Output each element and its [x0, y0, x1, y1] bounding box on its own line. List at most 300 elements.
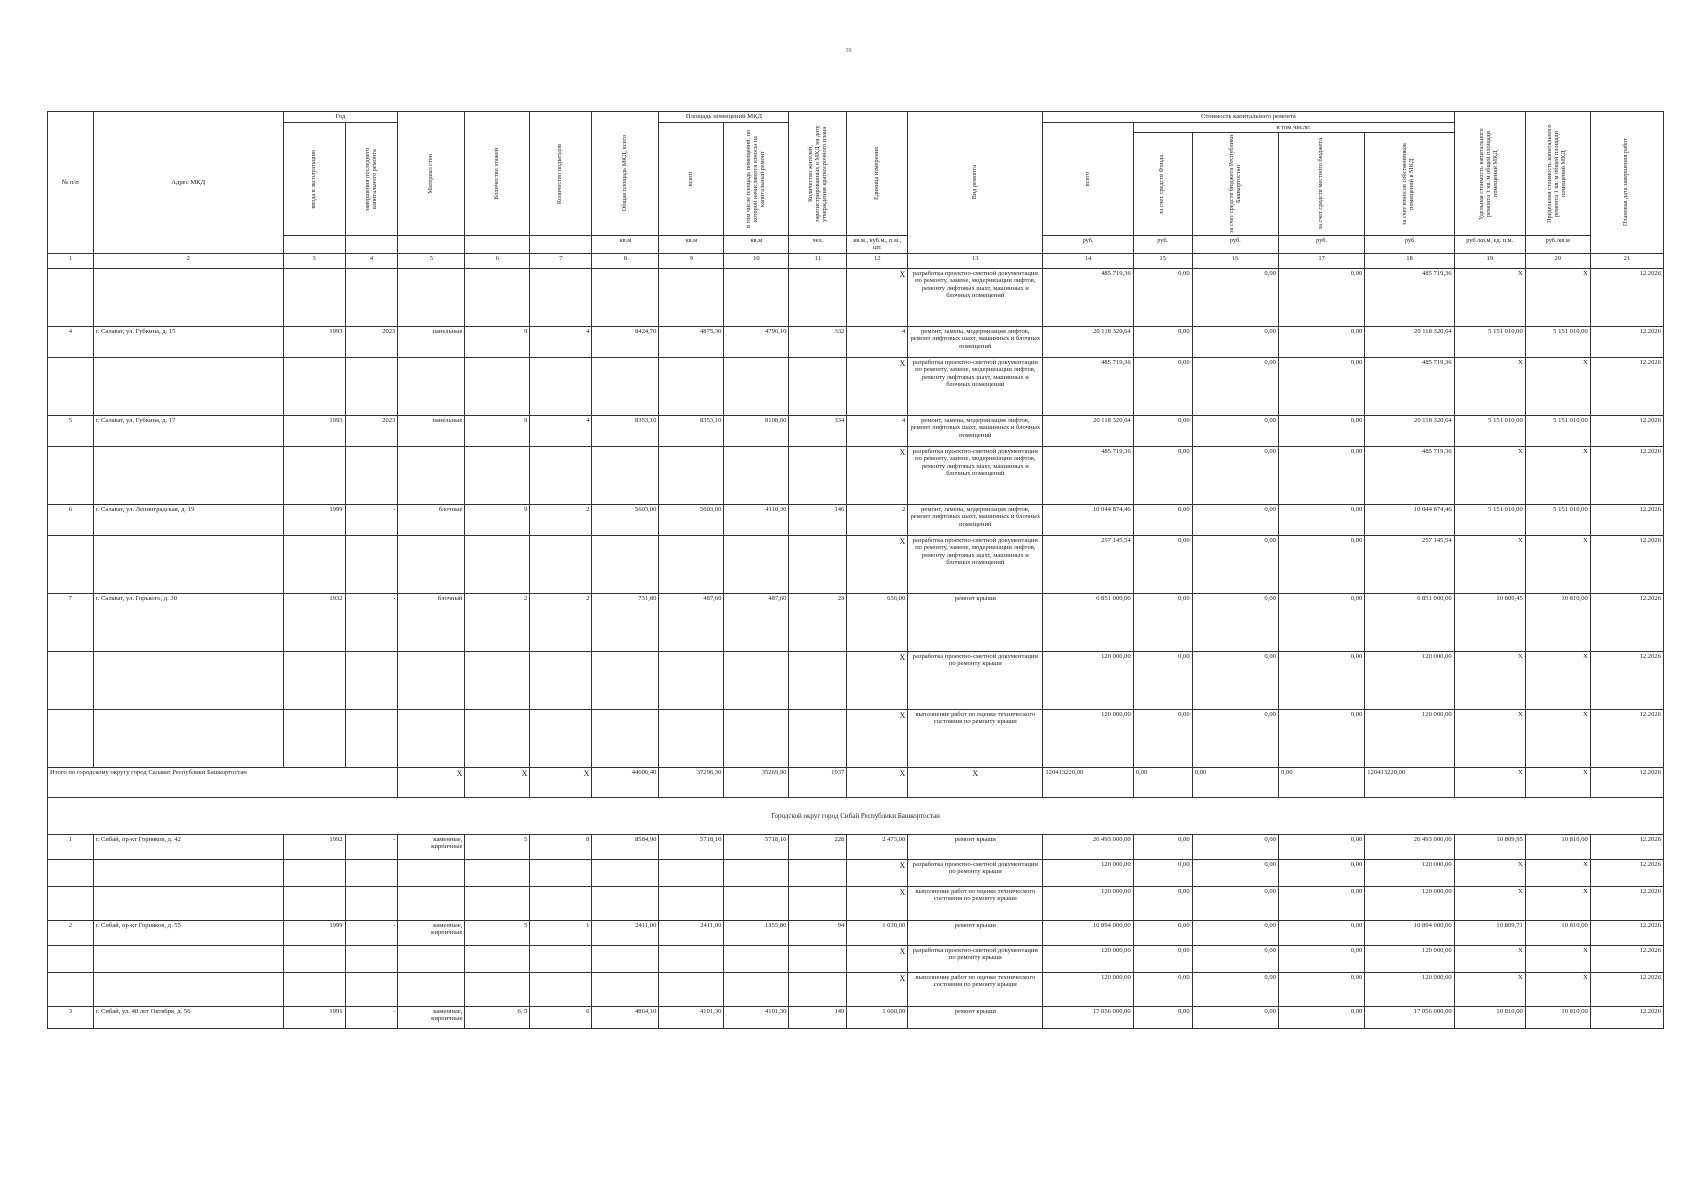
cost-total: 6 851 000,00: [1043, 593, 1133, 651]
cost-fund: 0,00: [1133, 651, 1192, 709]
header-wall-material: Материал стен: [426, 153, 434, 194]
section-title: Городской округ город Сибай Республики Башкортостан: [48, 797, 1664, 834]
work-type: разработка проектно-сметной документации по ремонту крыши: [908, 651, 1043, 709]
year-commission: [283, 886, 345, 920]
row-number: [48, 651, 94, 709]
premises-owned: 8108,60: [724, 415, 789, 446]
row-number: [48, 709, 94, 767]
premises-owned: 487,60: [724, 593, 789, 651]
work-type: разработка проектно-сметной документации по ремонту, замене, модернизации лифтов, ремонту лифтовых шахт, машинных и блочных помещений: [908, 357, 1043, 415]
address: г. Сибай, пр-кт Горняков, д. 55: [93, 920, 283, 945]
cost-local: 0,00: [1278, 834, 1364, 859]
cost-fund: 0,00: [1133, 415, 1192, 446]
premises-total: 487,60: [659, 593, 724, 651]
unit-cost: 10 810,00: [1454, 1006, 1525, 1028]
total-floors: X: [465, 767, 530, 797]
cost-owners: 257 145,54: [1365, 535, 1454, 593]
floors: [465, 945, 530, 972]
cost-total: 485 719,36: [1043, 357, 1133, 415]
wall-material: блочные: [398, 504, 465, 535]
cost-fund: 0,00: [1133, 945, 1192, 972]
cost-owners: 120 000,00: [1365, 709, 1454, 767]
cost-fund: 0,00: [1133, 268, 1192, 326]
residents: 332: [789, 326, 847, 357]
max-cost: 5 151 010,00: [1525, 504, 1590, 535]
unit-cost: X: [1454, 535, 1525, 593]
max-cost: 5 151 010,00: [1525, 326, 1590, 357]
row-number: [48, 886, 94, 920]
unit-cost: 5 151 010,00: [1454, 504, 1525, 535]
unit-cost: X: [1454, 357, 1525, 415]
address: г. Сибай, ул. 40 лет Октября, д. 56: [93, 1006, 283, 1028]
year-last-repair: [345, 886, 398, 920]
total-wall-material: X: [398, 767, 465, 797]
year-commission: 1992: [283, 834, 345, 859]
cost-republic: 0,00: [1192, 446, 1278, 504]
premises-total: [659, 709, 724, 767]
floors: 5: [465, 834, 530, 859]
cost-total: 485 719,36: [1043, 268, 1133, 326]
row-number: 6: [48, 504, 94, 535]
row-number: 4: [48, 326, 94, 357]
header-deadline: Плановая дата завершения работ: [1622, 138, 1630, 227]
max-cost: 10 810,00: [1525, 920, 1590, 945]
premises-total: [659, 886, 724, 920]
cost-republic: 0,00: [1192, 593, 1278, 651]
cost-local: 0,00: [1278, 535, 1364, 593]
cost-total: 120 000,00: [1043, 886, 1133, 920]
premises-total: [659, 268, 724, 326]
total-cost: 120413220,00: [1043, 767, 1133, 797]
column-number: 7: [530, 253, 592, 268]
premises-total: 2411,00: [659, 920, 724, 945]
unit-measure: X: [847, 886, 908, 920]
floors: [465, 651, 530, 709]
year-last-repair: 2023: [345, 326, 398, 357]
entrances: [530, 859, 592, 886]
total-area: 44606,40: [592, 767, 659, 797]
premises-total: [659, 859, 724, 886]
table-row: [48, 415, 1664, 446]
cost-fund: 0,00: [1133, 920, 1192, 945]
floors: [465, 446, 530, 504]
row-number: [48, 446, 94, 504]
table-body: [48, 112, 1664, 1029]
header-total-area: Общая площадь МКД, всего: [620, 135, 628, 212]
entrances: 1: [530, 920, 592, 945]
cost-local: 0,00: [1278, 504, 1364, 535]
address: [93, 651, 283, 709]
row-number: [48, 535, 94, 593]
wall-material: [398, 651, 465, 709]
table-row: [48, 1006, 1664, 1028]
header-year-commission: ввода в эксплуатацию: [309, 149, 317, 209]
work-type: ремонт, замена, модернизация лифтов, ремонт лифтовых шахт, машинных и блочных помещений: [908, 504, 1043, 535]
cost-republic: 0,00: [1192, 834, 1278, 859]
cost-local: 0,00: [1278, 651, 1364, 709]
unit-cost: X: [1454, 972, 1525, 1006]
column-number: 17: [1278, 253, 1364, 268]
cost-fund: 0,00: [1133, 446, 1192, 504]
unit-fund: руб.: [1133, 236, 1192, 253]
cost-total: 26 493 000,00: [1043, 834, 1133, 859]
column-number: 12: [847, 253, 908, 268]
total-area: [592, 446, 659, 504]
unit-cost: X: [1454, 446, 1525, 504]
cost-total: 17 056 000,00: [1043, 1006, 1133, 1028]
year-commission: 1991: [283, 1006, 345, 1028]
total-area: [592, 709, 659, 767]
year-commission: [283, 357, 345, 415]
unit-cost: X: [1454, 709, 1525, 767]
header-republic: за счет средств бюджета Республики Башкортостан: [1227, 134, 1242, 234]
residents: [789, 357, 847, 415]
cost-local: 0,00: [1278, 446, 1364, 504]
max-cost: X: [1525, 886, 1590, 920]
work-type: выполнение работ по оценке технического состояния по ремонту крыши: [908, 709, 1043, 767]
total-premises: 37296,30: [659, 767, 724, 797]
cost-local: 0,00: [1278, 709, 1364, 767]
deadline: 12.2026: [1590, 651, 1663, 709]
table-row: [48, 326, 1664, 357]
deadline: 12.2026: [1590, 535, 1663, 593]
work-type: разработка проектно-сметной документации по ремонту, замене, модернизации лифтов, ремонту лифтовых шахт, машинных и блочных помещений: [908, 268, 1043, 326]
unit-cost-total: руб.: [1043, 236, 1133, 253]
header-year: Год: [283, 112, 398, 123]
column-number: 13: [908, 253, 1043, 268]
wall-material: [398, 268, 465, 326]
premises-owned: 5718,10: [724, 834, 789, 859]
table-row: [48, 268, 1664, 326]
total-area: [592, 357, 659, 415]
max-cost: X: [1525, 651, 1590, 709]
cost-republic: 0,00: [1192, 504, 1278, 535]
table-row: [48, 945, 1664, 972]
unit-republic: руб.: [1192, 236, 1278, 253]
max-cost: X: [1525, 446, 1590, 504]
cost-fund: 0,00: [1133, 593, 1192, 651]
work-type: разработка проектно-сметной документации по ремонту крыши: [908, 859, 1043, 886]
cost-owners: 120 000,00: [1365, 651, 1454, 709]
unit-measure: кв.м., куб.м., п.м., шт.: [847, 236, 908, 253]
column-number: 11: [789, 253, 847, 268]
year-last-repair: [345, 357, 398, 415]
cost-local: 0,00: [1278, 886, 1364, 920]
total-area: [592, 268, 659, 326]
cost-local: 0,00: [1278, 593, 1364, 651]
header-cost: Стоимость капитального ремонта: [1043, 112, 1454, 123]
year-last-repair: [345, 446, 398, 504]
unit-measure: 1 030,00: [847, 920, 908, 945]
table-row: [48, 357, 1664, 415]
residents: 149: [789, 1006, 847, 1028]
cost-total: 120 000,00: [1043, 859, 1133, 886]
wall-material: панельные: [398, 415, 465, 446]
year-last-repair: -: [345, 1006, 398, 1028]
wall-material: [398, 709, 465, 767]
premises-owned: [724, 709, 789, 767]
cost-republic: 0,00: [1192, 709, 1278, 767]
table-row: [48, 651, 1664, 709]
wall-material: блочный: [398, 593, 465, 651]
work-type: ремонт, замена, модернизация лифтов, ремонт лифтовых шахт, машинных и блочных помещений: [908, 326, 1043, 357]
cost-republic: 0,00: [1192, 859, 1278, 886]
floors: [465, 972, 530, 1006]
capital-repair-table: [47, 111, 1664, 1029]
deadline: 12.2026: [1590, 593, 1663, 651]
work-type: разработка проектно-сметной документации по ремонту, замене, модернизации лифтов, ремонту лифтовых шахт, машинных и блочных помещений: [908, 446, 1043, 504]
year-commission: [283, 945, 345, 972]
cost-local: 0,00: [1278, 920, 1364, 945]
entrances: [530, 709, 592, 767]
year-commission: 1932: [283, 593, 345, 651]
floors: 9: [465, 415, 530, 446]
deadline: 12.2026: [1590, 357, 1663, 415]
deadline: 12.2026: [1590, 709, 1663, 767]
header-floors: Количество этажей: [492, 147, 500, 200]
residents: [789, 945, 847, 972]
cost-local: 0,00: [1278, 972, 1364, 1006]
header-unit-cost: Удельная стоимость капитального ремонта 1 кв. м общей площади помещений МКД: [1478, 127, 1500, 220]
residents: 23: [789, 593, 847, 651]
header-num: № п/п: [48, 112, 94, 254]
cost-republic: 0,00: [1192, 357, 1278, 415]
entrances: 6: [530, 1006, 592, 1028]
deadline: 12.2026: [1590, 268, 1663, 326]
unit-measure: 2 473,00: [847, 834, 908, 859]
cost-fund: 0,00: [1133, 709, 1192, 767]
premises-owned: [724, 945, 789, 972]
column-number: 16: [1192, 253, 1278, 268]
max-cost: 10 810,00: [1525, 593, 1590, 651]
entrances: [530, 535, 592, 593]
year-last-repair: -: [345, 920, 398, 945]
residents: [789, 268, 847, 326]
cost-fund: 0,00: [1133, 886, 1192, 920]
deadline: 12.2026: [1590, 859, 1663, 886]
year-commission: [283, 709, 345, 767]
year-commission: 1999: [283, 504, 345, 535]
row-number: [48, 945, 94, 972]
max-cost: 10 810,00: [1525, 1006, 1590, 1028]
cost-fund: 0,00: [1133, 1006, 1192, 1028]
year-commission: [283, 651, 345, 709]
year-commission: 1993: [283, 415, 345, 446]
row-number: 3: [48, 1006, 94, 1028]
cost-republic: 0,00: [1192, 920, 1278, 945]
cost-total: 20 118 320,64: [1043, 415, 1133, 446]
cost-total: 257 145,54: [1043, 535, 1133, 593]
wall-material: каменные, кирпичные: [398, 920, 465, 945]
premises-owned: [724, 651, 789, 709]
cost-fund: 0,00: [1133, 326, 1192, 357]
floors: [465, 859, 530, 886]
row-number: 7: [48, 593, 94, 651]
floors: [465, 886, 530, 920]
table-row: [48, 886, 1664, 920]
residents: 228: [789, 834, 847, 859]
year-last-repair: [345, 859, 398, 886]
cost-republic: 0,00: [1192, 886, 1278, 920]
work-type: выполнение работ по оценке технического состояния по ремонту крыши: [908, 972, 1043, 1006]
premises-total: 4101,30: [659, 1006, 724, 1028]
entrances: [530, 651, 592, 709]
unit-measure: X: [847, 945, 908, 972]
unit-measure: X: [847, 446, 908, 504]
total-residents: 1937: [789, 767, 847, 797]
unit-measure: X: [847, 535, 908, 593]
unit-measure: 1 600,00: [847, 1006, 908, 1028]
premises-total: 5603,00: [659, 504, 724, 535]
max-cost: X: [1525, 859, 1590, 886]
year-last-repair: [345, 535, 398, 593]
unit-premises-total: кв.м: [659, 236, 724, 253]
cost-owners: 10 044 874,46: [1365, 504, 1454, 535]
address: [93, 945, 283, 972]
address: [93, 535, 283, 593]
cost-owners: 120 000,00: [1365, 945, 1454, 972]
header-work-type: Вид ремонта: [970, 165, 978, 200]
unit-cost: 10 809,71: [1454, 920, 1525, 945]
total-area: 5603,00: [592, 504, 659, 535]
max-cost: X: [1525, 535, 1590, 593]
premises-owned: [724, 535, 789, 593]
floors: 6, 5: [465, 1006, 530, 1028]
header-unit: Единица измерения: [872, 147, 880, 201]
year-commission: [283, 972, 345, 1006]
header-premises-owned: в том числе площадь помещений, по которой начисляются взносы на капитальный ремонт: [745, 129, 766, 228]
row-number: 5: [48, 415, 94, 446]
wall-material: каменные, кирпичные: [398, 834, 465, 859]
entrances: 4: [530, 326, 592, 357]
wall-material: [398, 886, 465, 920]
header-year-last-repair: завершения последнего капитального ремонта: [363, 147, 378, 211]
total-area: 8424,70: [592, 326, 659, 357]
entrances: 2: [530, 504, 592, 535]
cost-local: 0,00: [1278, 415, 1364, 446]
table-row: [48, 859, 1664, 886]
deadline: 12.2026: [1590, 886, 1663, 920]
entrances: [530, 357, 592, 415]
floors: [465, 535, 530, 593]
work-type: ремонт, замена, модернизация лифтов, ремонт лифтовых шахт, машинных и блочных помещений: [908, 415, 1043, 446]
unit-measure: X: [847, 709, 908, 767]
residents: 334: [789, 415, 847, 446]
cost-republic: 0,00: [1192, 651, 1278, 709]
row-number: 1: [48, 834, 94, 859]
total-area: 8353,10: [592, 415, 659, 446]
premises-owned: [724, 446, 789, 504]
total-entrances: X: [530, 767, 592, 797]
cost-total: 10 894 000,00: [1043, 920, 1133, 945]
row-number: 2: [48, 920, 94, 945]
cost-total: 120 000,00: [1043, 972, 1133, 1006]
deadline: 12.2026: [1590, 1006, 1663, 1028]
table-row: [48, 920, 1664, 945]
total-area: [592, 972, 659, 1006]
unit-cost: X: [1454, 859, 1525, 886]
salavat-total-row: [48, 767, 1664, 797]
cost-owners: 6 851 000,00: [1365, 593, 1454, 651]
total-area: 2411,00: [592, 920, 659, 945]
unit-cost: X: [1454, 651, 1525, 709]
row-number: [48, 268, 94, 326]
deadline: 12.2026: [1590, 326, 1663, 357]
unit-measure: X: [847, 357, 908, 415]
table-row: [48, 972, 1664, 1006]
cost-owners: 485 719,36: [1365, 446, 1454, 504]
unit-measure: X: [847, 859, 908, 886]
cost-owners: 20 118 320,64: [1365, 415, 1454, 446]
header-cost-total: всего: [1083, 171, 1091, 186]
cost-local: 0,00: [1278, 1006, 1364, 1028]
work-type: ремонт крыши: [908, 593, 1043, 651]
entrances: 8: [530, 834, 592, 859]
premises-total: 8353,10: [659, 415, 724, 446]
unit-measure: X: [847, 651, 908, 709]
max-cost: X: [1525, 945, 1590, 972]
cost-fund: 0,00: [1133, 357, 1192, 415]
residents: [789, 535, 847, 593]
total-republic: 0,00: [1192, 767, 1278, 797]
premises-total: [659, 945, 724, 972]
year-last-repair: [345, 268, 398, 326]
column-number: 3: [283, 253, 345, 268]
total-local: 0,00: [1278, 767, 1364, 797]
cost-republic: 0,00: [1192, 535, 1278, 593]
column-number: 10: [724, 253, 789, 268]
premises-owned: 4110,30: [724, 504, 789, 535]
max-cost: 10 810,00: [1525, 834, 1590, 859]
year-last-repair: [345, 972, 398, 1006]
year-commission: [283, 268, 345, 326]
year-last-repair: [345, 651, 398, 709]
premises-total: [659, 972, 724, 1006]
column-number: 14: [1043, 253, 1133, 268]
deadline: 12.2026: [1590, 972, 1663, 1006]
max-cost: 5 151 010,00: [1525, 415, 1590, 446]
residents: [789, 859, 847, 886]
premises-total: 5718,10: [659, 834, 724, 859]
address: [93, 268, 283, 326]
cost-fund: 0,00: [1133, 972, 1192, 1006]
page-number: 39: [845, 48, 852, 54]
deadline: 12.2026: [1590, 504, 1663, 535]
work-type: ремонт крыши: [908, 834, 1043, 859]
floors: 9: [465, 326, 530, 357]
unit-cost: X: [1454, 268, 1525, 326]
unit-premises-owned: кв.м: [724, 236, 789, 253]
entrances: [530, 446, 592, 504]
header-premises-total: всего: [686, 171, 694, 186]
column-number: 9: [659, 253, 724, 268]
unit-measure: 4: [847, 326, 908, 357]
column-number: 5: [398, 253, 465, 268]
total-premises-owned: 35269,90: [724, 767, 789, 797]
cost-owners: 120 000,00: [1365, 859, 1454, 886]
premises-owned: [724, 357, 789, 415]
year-commission: 1993: [283, 326, 345, 357]
residents: [789, 972, 847, 1006]
premises-owned: [724, 886, 789, 920]
wall-material: [398, 357, 465, 415]
deadline: 12.2026: [1590, 945, 1663, 972]
residents: [789, 446, 847, 504]
residents: 146: [789, 504, 847, 535]
total-work: X: [908, 767, 1043, 797]
wall-material: [398, 535, 465, 593]
cost-local: 0,00: [1278, 326, 1364, 357]
